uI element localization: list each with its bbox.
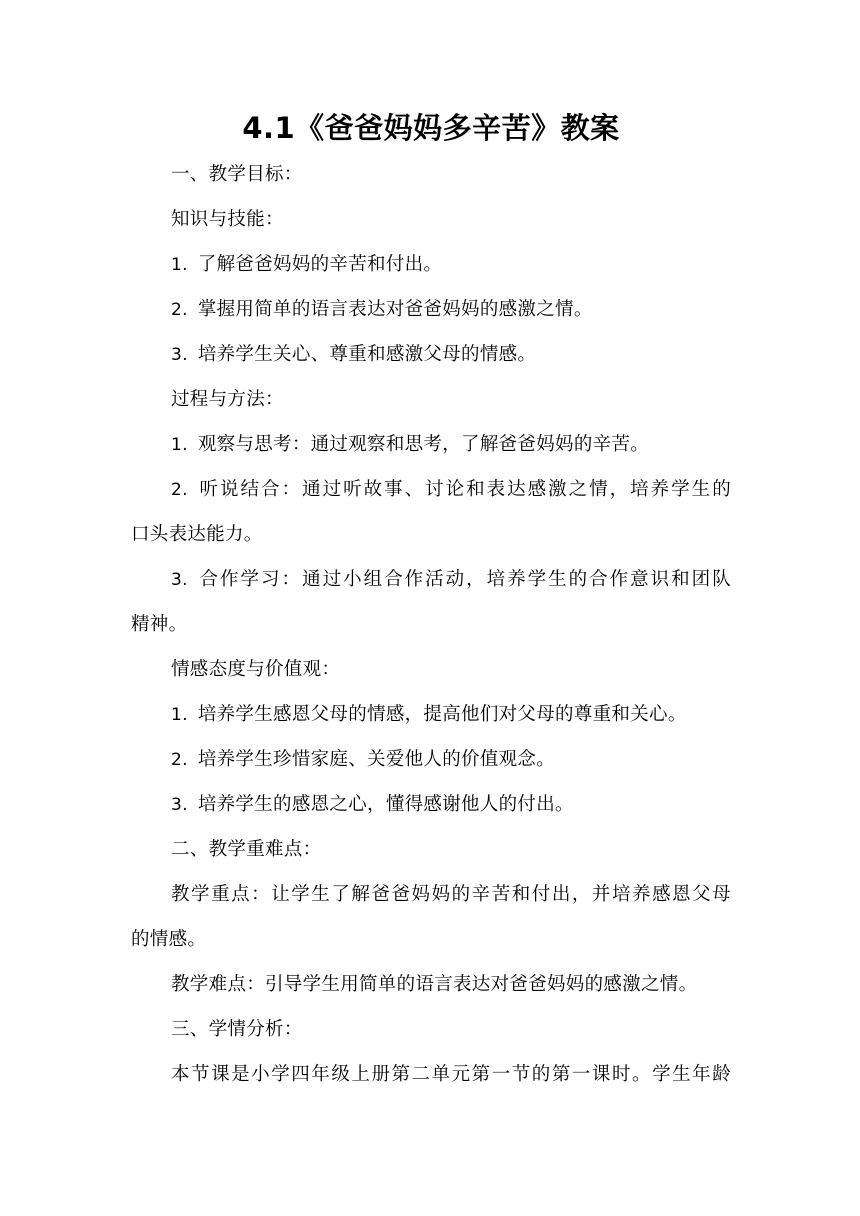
- line-text: 精神。: [131, 614, 188, 635]
- paragraph-line: [131, 872, 731, 917]
- line-text: 培养学生珍惜家庭、关爱他人的价值观念。: [197, 749, 556, 770]
- paragraph-line: [131, 512, 731, 557]
- paragraph-line: [131, 737, 731, 782]
- line-text: 情感态度与价值观：: [171, 659, 341, 680]
- line-text: 了解爸爸妈妈的辛苦和付出。: [197, 254, 443, 275]
- list-number: 1.: [171, 435, 188, 455]
- paragraph-line: [131, 197, 731, 242]
- line-text: 过程与方法：: [171, 389, 284, 410]
- line-text: 掌握用简单的语言表达对爸爸妈妈的感激之情。: [197, 299, 593, 320]
- line-text: 知识与技能：: [171, 209, 284, 230]
- list-number: 2.: [171, 480, 188, 500]
- paragraph-line: [131, 692, 731, 737]
- paragraph-line: [131, 467, 731, 512]
- list-number: 3.: [171, 570, 188, 590]
- paragraph-line: [131, 782, 731, 827]
- paragraph-line: [131, 152, 731, 197]
- paragraph-line: [131, 827, 731, 872]
- paragraph-line: [131, 1052, 731, 1097]
- line-text: 合作学习：通过小组合作活动，培养学生的合作意识和团队: [197, 569, 731, 590]
- line-text: 三、学情分析：: [171, 1019, 303, 1040]
- line-text: 口头表达能力。: [131, 524, 263, 545]
- paragraph-line: [131, 1007, 731, 1052]
- paragraph-line: [131, 557, 731, 602]
- list-number: 2.: [171, 300, 188, 320]
- line-text: 本节课是小学四年级上册第二单元第一节的第一课时。学生年龄: [171, 1064, 731, 1085]
- line-text: 一、教学目标：: [171, 164, 303, 185]
- paragraph-line: [131, 917, 731, 962]
- line-text: 的情感。: [131, 929, 207, 950]
- line-text: 教学难点：引导学生用简单的语言表达对爸爸妈妈的感激之情。: [171, 974, 698, 995]
- line-text: 观察与思考：通过观察和思考，了解爸爸妈妈的辛苦。: [197, 434, 650, 455]
- line-text: 听说结合：通过听故事、讨论和表达感激之情，培养学生的: [197, 479, 731, 500]
- line-text: 培养学生的感恩之心，懂得感谢他人的付出。: [197, 794, 574, 815]
- line-text: 教学重点：让学生了解爸爸妈妈的辛苦和付出，并培养感恩父母: [171, 884, 731, 905]
- paragraph-line: [131, 332, 731, 377]
- list-number: 1.: [171, 705, 188, 725]
- paragraph-line: [131, 962, 731, 1007]
- paragraph-line: [131, 377, 731, 422]
- paragraph-line: [131, 602, 731, 647]
- list-number: 1.: [171, 255, 188, 275]
- list-number: 3.: [171, 795, 188, 815]
- line-text: 培养学生感恩父母的情感，提高他们对父母的尊重和关心。: [197, 704, 687, 725]
- paragraph-line: [131, 647, 731, 692]
- paragraph-line: [131, 242, 731, 287]
- document-title: 4.1《爸爸妈妈多辛苦》教案: [242, 111, 620, 145]
- list-number: 2.: [171, 750, 188, 770]
- list-number: 3.: [171, 345, 188, 365]
- paragraph-line: [131, 422, 731, 467]
- line-text: 培养学生关心、尊重和感激父母的情感。: [197, 344, 537, 365]
- paragraph-line: [131, 287, 731, 332]
- document-body: [131, 152, 731, 1097]
- line-text: 二、教学重难点：: [171, 839, 322, 860]
